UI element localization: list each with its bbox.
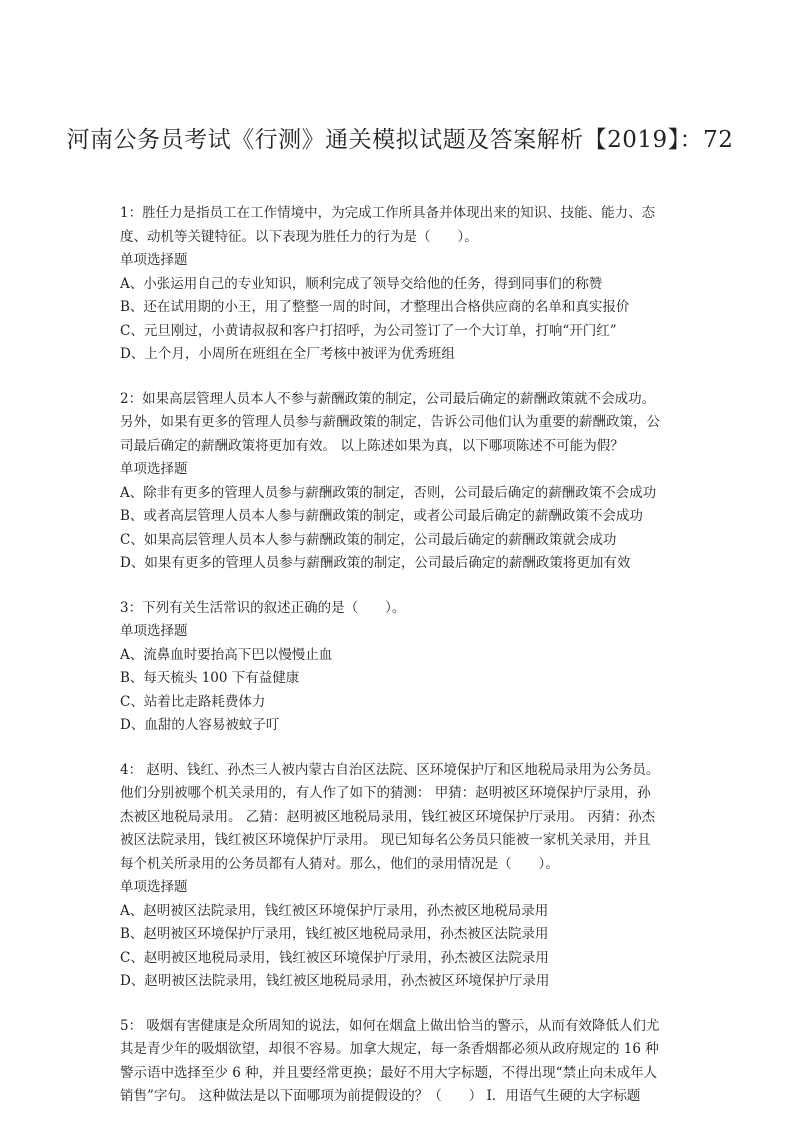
option-d: D、血甜的人容易被蚊子叮 <box>120 717 280 733</box>
question-5 <box>120 1015 692 1109</box>
option-c: C、站着比走路耗费体力 <box>120 693 266 710</box>
question-stem-line: 他们分别被哪个机关录用的，有人作了如下的猜测： 甲猜：赵明被区环境保护厅录用，孙 <box>120 785 651 801</box>
question-stem-line: 1：胜任力是指员工在工作情境中，为完成工作所具备并体现出来的知识、技能、能力、态 <box>120 205 656 221</box>
option-a: A、小张运用自己的专业知识，顺利完成了领导交给他的任务，得到同事们的称赞 <box>120 275 603 292</box>
option-a: A、赵明被区法院录用，钱红被区环境保护厅录用，孙杰被区地税局录用 <box>120 902 549 919</box>
option-b: B、或者高层管理人员本人参与薪酬政策的制定，或者公司最后确定的薪酬政策不会成功 <box>120 508 643 524</box>
document-title: 河南公务员考试《行测》通关模拟试题及答案解析【2019】：72 <box>66 127 734 154</box>
option-b: B、还在试用期的小王，用了整整一周的时间，才整理出合格供应商的名单和真实报价 <box>120 299 630 315</box>
option-d: D、上个月，小周所在班组在全厂考核中被评为优秀班组 <box>120 346 455 362</box>
question-3 <box>120 597 692 738</box>
question-type-label: 单项选择题 <box>120 879 188 895</box>
option-c: C、赵明被区地税局录用，钱红被区环境保护厅录用，孙杰被区法院录用 <box>120 949 549 966</box>
option-c: C、如果高层管理人员本人参与薪酬政策的制定，公司最后确定的薪酬政策就会成功 <box>120 531 617 548</box>
option-c: C、元旦刚过，小黄请叔叔和客户打招呼，为公司签订了一个大订单，打响“开门红” <box>120 322 617 339</box>
option-d: D、如果有更多的管理人员参与薪酬政策的制定，公司最后确定的薪酬政策将更加有效 <box>120 555 631 571</box>
question-stem-line: 其是青少年的吸烟欲望，却很不容易。加拿大规定，每一条香烟都必须从政府规定的 16 种 <box>120 1041 659 1057</box>
option-d: D、赵明被区法院录用，钱红被区地税局录用，孙杰被区环境保护厅录用 <box>120 973 550 989</box>
question-stem-line: 被区法院录用，钱红被区环境保护厅录用。 现已知每名公务员只能被一家机关录用，并且 <box>120 832 651 848</box>
question-stem-line: 3：下列有关生活常识的叙述正确的是（ ）。 <box>120 599 406 616</box>
option-a: A、除非有更多的管理人员参与薪酬政策的制定，否则，公司最后确定的薪酬政策不会成功 <box>120 484 657 501</box>
question-type-label: 单项选择题 <box>120 461 188 477</box>
question-stem-line: 销售”字句。 这种做法是以下面哪项为前提假设的？（ ） I．用语气生硬的大字标题 <box>120 1088 641 1104</box>
question-stem-line: 杰被区地税局录用。 乙猜：赵明被区地税局录用，钱红被区环境保护厅录用。 丙猜：孙杰 <box>120 808 656 825</box>
question-stem-line: 度、动机等关键特征。以下表现为胜任力的行为是（ ）。 <box>120 228 478 245</box>
question-stem-line: 5： 吸烟有害健康是众所周知的说法，如何在烟盒上做出恰当的警示，从而有效降低人们尤 <box>120 1017 660 1034</box>
question-stem-line: 2：如果高层管理人员本人不参与薪酬政策的制定，公司最后确定的薪酬政策就不会成功。 <box>120 390 656 407</box>
question-1 <box>120 202 692 367</box>
question-stem-line: 另外，如果有更多的管理人员参与薪酬政策的制定，告诉公司他们认为重要的薪酬政策，公 <box>120 414 660 430</box>
question-stem-line: 警示语中选择至少 6 种，并且要经常更换；最好不用大字标题，不得出现“禁止向未成年人 <box>120 1064 658 1081</box>
question-stem-line: 司最后确定的薪酬政策将更加有效。 以上陈述如果为真，以下哪项陈述不可能为假？ <box>120 437 624 454</box>
question-type-label: 单项选择题 <box>120 623 188 639</box>
question-stem-line: 每个机关所录用的公务员都有人猜对。那么，他们的录用情况是（ ）。 <box>120 855 559 872</box>
question-type-label: 单项选择题 <box>120 252 188 268</box>
question-stem-line: 4： 赵明、钱红、孙杰三人被内蒙古自治区法院、区环境保护厅和区地税局录用为公务员。 <box>120 761 660 778</box>
question-list <box>120 202 692 1130</box>
option-b: B、赵明被区环境保护厅录用，钱红被区地税局录用，孙杰被区法院录用 <box>120 926 549 942</box>
question-4 <box>120 759 692 994</box>
option-a: A、流鼻血时要抬高下巴以慢慢止血 <box>120 646 333 663</box>
option-b: B、每天梳头 100 下有益健康 <box>120 670 300 686</box>
question-2 <box>120 388 692 576</box>
